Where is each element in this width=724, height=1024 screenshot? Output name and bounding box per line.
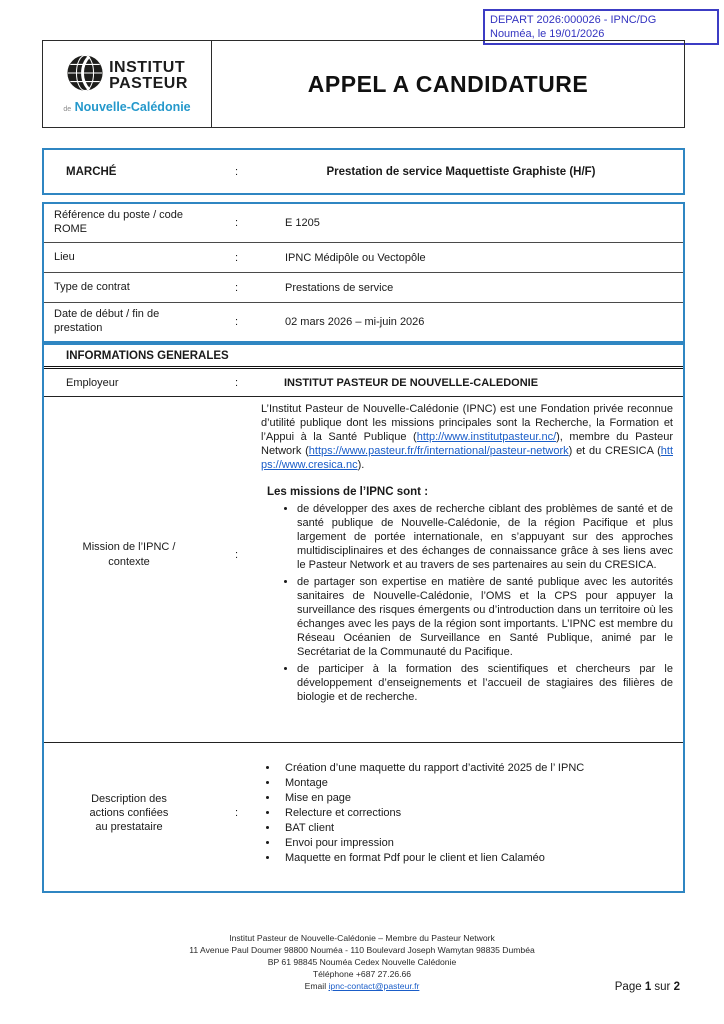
list-item: • Maquette en format Pdf pour le client et lien Calaméo <box>279 852 683 864</box>
footer-line: Institut Pasteur de Nouvelle-Calédonie – Membre du Pasteur Network <box>229 933 495 943</box>
list-item: • de participer à la formation des scientifiques et chercheurs par le développement d’enseignements et l’accueil de stagiaires des filières de biologie et de recherche. <box>297 663 673 705</box>
mission-row <box>44 397 683 743</box>
marche-value: Prestation de service Maquettiste Graphiste (H/F) <box>326 165 596 178</box>
mission-label: Mission de l’IPNC / contexte <box>82 541 176 568</box>
row-label: Lieu <box>54 250 75 263</box>
globe-icon <box>66 54 104 97</box>
colon: : <box>234 807 239 819</box>
row-value: 02 mars 2026 – mi-juin 2026 <box>285 316 425 328</box>
row-value: E 1205 <box>285 217 320 229</box>
row-label: Date de début / fin de prestation <box>54 308 160 334</box>
job-details-table <box>42 202 685 343</box>
marche-label: MARCHÉ <box>66 165 117 178</box>
link-institutpasteur[interactable]: http://www.institutpasteur.nc/ <box>416 430 557 443</box>
footer-line: BP 61 98845 Nouméa Cedex Nouvelle Calédonie <box>267 957 457 968</box>
page-title: APPEL A CANDIDATURE <box>307 70 589 97</box>
email-link[interactable]: ipnc-contact@pasteur.fr <box>328 981 420 992</box>
page-indicator: Page 1 sur 2 <box>614 981 680 993</box>
list-item: • de développer des axes de recherche ciblant des problèmes de santé et de santé publique de Nouvelle-Calédonie, de la région Pacifique et plus largement de portée internationale, en s’appuyant sur des approches multidisciplinaires et des échanges de connaissance grâce à ses liens avec le Pasteur Network et au travers de ses partenaires au sein du CRESICA. <box>297 503 673 573</box>
colon: : <box>234 217 239 229</box>
stamp-date: Nouméa, le 19/01/2026 <box>490 28 605 41</box>
colon: : <box>234 165 239 178</box>
list-item: • Mise en page <box>279 792 683 804</box>
list-item: • Envoi pour impression <box>279 837 683 849</box>
colon: : <box>234 376 239 389</box>
row-label: Employeur <box>66 376 119 389</box>
footer-line: Email ipnc-contact@pasteur.fr <box>304 981 420 992</box>
list-item: • BAT client <box>279 822 683 834</box>
table-row <box>44 243 683 273</box>
marche-banner <box>42 148 685 195</box>
employer-value: INSTITUT PASTEUR DE NOUVELLE-CALEDONIE <box>284 376 539 389</box>
list-item: • Relecture et corrections <box>279 807 683 819</box>
mission-bullet-list <box>261 503 673 705</box>
document-header <box>42 40 685 128</box>
colon: : <box>234 281 239 294</box>
section-title: INFORMATIONS GENERALES <box>44 345 683 369</box>
general-info-table <box>42 343 685 893</box>
logo-wordmark: INSTITUT PASTEUR <box>109 59 188 92</box>
colon: : <box>234 548 239 561</box>
mission-heading: Les missions de l’IPNC sont : <box>267 485 429 498</box>
row-value: IPNC Médipôle ou Vectopôle <box>285 251 426 264</box>
link-cresica[interactable]: https://www.cresica.nc <box>261 444 673 471</box>
description-content <box>259 759 683 867</box>
link-pasteur-network[interactable]: https://www.pasteur.fr/fr/international/pasteur-network <box>308 444 569 457</box>
list-item: • de partager son expertise en matière de santé publique avec les autorités sanitaires de Nouvelle-Calédonie, l’OMS et la CPS pour appuyer la surveillance des risques émergents ou d’introduction dans un territoire où les échanges avec les pays de la région sont importants. L’IPNC est membre du Réseau Océanien de Surveillance en Santé Publique, animé par le Secrétariat de la Communauté du Pacifique. <box>297 576 673 660</box>
institut-pasteur-logo <box>43 41 212 127</box>
table-row <box>44 273 683 303</box>
mission-content <box>259 401 683 708</box>
footer-line: 11 Avenue Paul Doumer 98800 Nouméa - 110 Boulevard Joseph Wamytan 98835 Dumbéa <box>189 945 535 956</box>
stamp-reference: DEPART 2026:000026 - IPNC/DG <box>490 14 657 26</box>
description-row <box>44 743 683 891</box>
mission-intro: L’Institut Pasteur de Nouvelle-Calédonie (IPNC) est une Fondation privée reconnue d’utilité publique dont les missions principales sont la Recherche, la Formation et l’Appui à la Santé Publique (http://www.institutpasteur.nc/), membre du Pasteur Network (https://www.pasteur.fr/fr/international/pasteur-network) et du CRESICA (https://www.cresica.nc). <box>261 403 673 471</box>
table-row <box>44 204 683 243</box>
list-item: • Montage <box>279 777 683 789</box>
description-label: Description des actions confiées au prestataire <box>89 792 169 834</box>
list-item: • Création d’une maquette du rapport d’activité 2025 de l’ IPNC <box>279 762 683 774</box>
row-label: Type de contrat <box>54 280 130 293</box>
colon: : <box>234 251 239 264</box>
row-label: Référence du poste / code ROME <box>54 209 184 235</box>
colon: : <box>234 316 239 328</box>
table-row <box>44 303 683 341</box>
logo-subtitle: de Nouvelle-Calédonie <box>63 100 191 114</box>
description-bullet-list <box>259 762 683 864</box>
title-cell <box>212 41 684 127</box>
employer-row <box>44 369 683 397</box>
footer-line: Téléphone +687 27.26.66 <box>312 969 412 980</box>
row-value: Prestations de service <box>285 281 394 294</box>
